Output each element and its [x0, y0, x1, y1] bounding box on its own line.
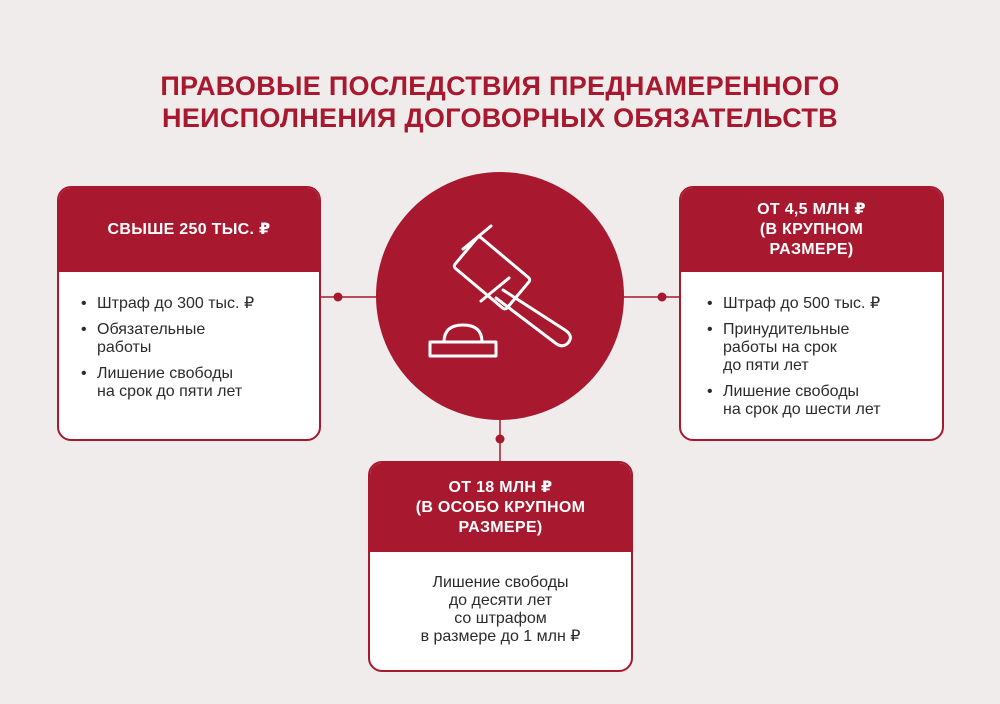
list-item: • Штраф до 500 тыс. ₽: [703, 295, 924, 313]
card-over-18m: [368, 461, 633, 672]
card-heading-text: ОТ 18 МЛН ₽: [448, 478, 553, 496]
card-over-250k: [57, 186, 321, 441]
list-item: • Обязательные работы: [77, 321, 301, 357]
connector-dot-bottom: [496, 435, 505, 444]
center-circle: [376, 172, 624, 420]
card-heading-text: (В КРУПНОМ: [759, 221, 864, 238]
card-heading: [59, 188, 319, 272]
connector-dot-left: [334, 293, 343, 302]
card-body: [681, 272, 942, 419]
card-heading-text: РАЗМЕРЕ): [458, 518, 543, 536]
card-body-line: до десяти лет: [448, 592, 553, 609]
card-body: [59, 272, 319, 401]
card-body-line: со штрафом: [454, 610, 547, 627]
title-line-1: ПРАВОВЫЕ ПОСЛЕДСТВИЯ ПРЕДНАМЕРЕННОГО: [160, 71, 840, 101]
list-item: • Принудительные работы на срок до пяти лет: [703, 321, 924, 375]
connector-dot-right: [658, 293, 667, 302]
card-heading-text: ОТ 4,5 МЛН ₽: [757, 201, 866, 218]
title-line-2: НЕИСПОЛНЕНИЯ ДОГОВОРНЫХ ОБЯЗАТЕЛЬСТВ: [162, 103, 838, 133]
card-body-line: в размере до 1 млн ₽: [420, 628, 581, 645]
card-body: [370, 552, 631, 646]
card-over-4-5m: [679, 186, 944, 441]
card-heading-text: РАЗМЕРЕ): [769, 241, 854, 258]
card-heading-text: (В ОСОБО КРУПНОМ: [415, 498, 586, 516]
list-item: • Лишение свободы на срок до пяти лет: [77, 365, 301, 401]
card-body-line: Лишение свободы: [432, 574, 569, 591]
card-heading: [370, 463, 631, 552]
card-heading: [681, 188, 942, 272]
list-item: • Лишение свободы на срок до шести лет: [703, 383, 924, 419]
card-heading-text: СВЫШЕ 250 ТЫС. ₽: [107, 221, 271, 238]
list-item: • Штраф до 300 тыс. ₽: [77, 295, 301, 313]
